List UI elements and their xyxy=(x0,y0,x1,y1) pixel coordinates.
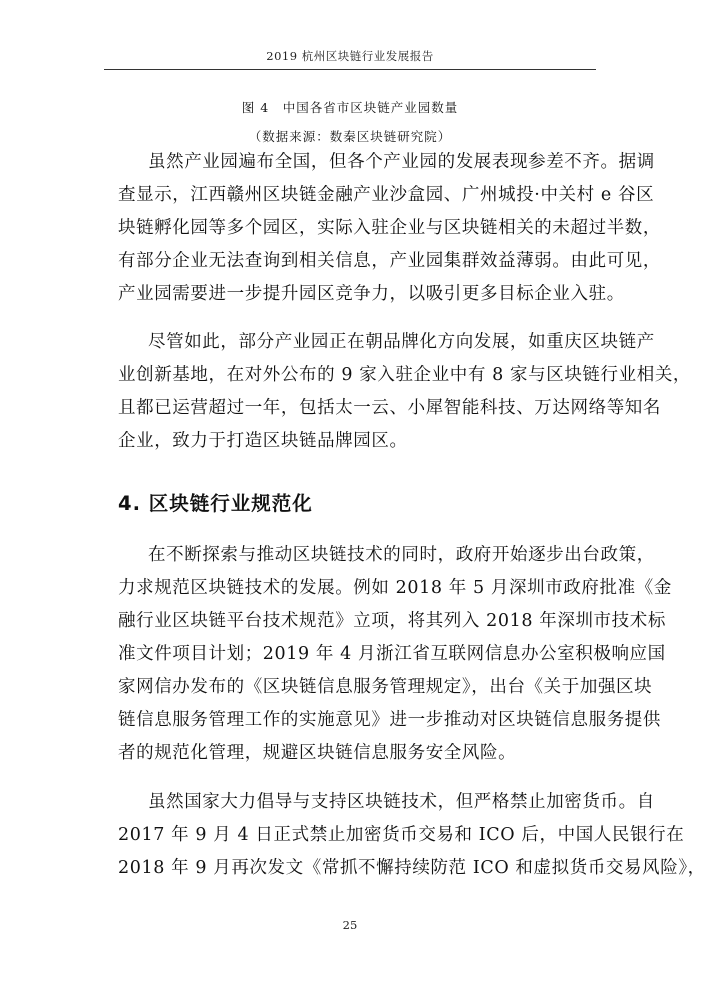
paragraph-line: 在不断探索与推动区块链技术的同时，政府开始逐步出台政策， xyxy=(148,545,655,565)
paragraph-line: 尽管如此，部分产业园正在朝品牌化方向发展，如重庆区块链产 xyxy=(148,332,655,352)
paragraph-line: 链信息服务管理工作的实施意见》进一步推动对区块链信息服务提供 xyxy=(118,710,661,730)
paragraph-line: 2017 年 9 月 4 日正式禁止加密货币交易和 ICO 后，中国人民银行在 xyxy=(118,825,685,845)
paragraph-1 xyxy=(118,146,661,311)
paragraph-line: 产业园需要进一步提升园区竞争力，以吸引更多目标企业入驻。 xyxy=(118,284,625,304)
header-rule xyxy=(104,69,596,70)
paragraph-2 xyxy=(118,326,692,458)
paragraph-line: 融行业区块链平台技术规范》立项，将其列入 2018 年深圳市技术标 xyxy=(118,611,666,631)
paragraph-line: 业创新基地，在对外公布的 9 家入驻企业中有 8 家与区块链行业相关， xyxy=(118,365,692,385)
figure-source: （数据来源：数秦区块链研究院） xyxy=(248,129,452,144)
paragraph-4 xyxy=(118,786,706,885)
paragraph-line: 有部分企业无法查询到相关信息，产业园集群效益薄弱。由此可见， xyxy=(118,251,661,271)
paragraph-line: 查显示，江西赣州区块链金融产业沙盒园、广州城投·中关村 e 谷区 xyxy=(118,185,655,205)
paragraph-line: 企业，致力于打造区块链品牌园区。 xyxy=(118,431,408,451)
paragraph-line: 虽然国家大力倡导与支持区块链技术，但严格禁止加密货币。自 xyxy=(148,792,655,812)
page-number: 25 xyxy=(342,918,358,932)
section-heading: 4. 区块链行业规范化 xyxy=(118,492,313,515)
figure-caption: 图 4 中国各省市区块链产业园数量 xyxy=(241,100,459,115)
paragraph-line: 准文件项目计划；2019 年 4 月浙江省互联网信息办公室积极响应国 xyxy=(118,644,666,664)
paragraph-3 xyxy=(118,539,672,770)
paragraph-line: 块链孵化园等多个园区，实际入驻企业与区块链相关的未超过半数， xyxy=(118,218,661,238)
running-header: 2019 杭州区块链行业发展报告 xyxy=(266,49,434,63)
paragraph-line: 且都已运营超过一年，包括太一云、小犀智能科技、万达网络等知名 xyxy=(118,398,661,418)
paragraph-line: 者的规范化管理，规避区块链信息服务安全风险。 xyxy=(118,743,517,763)
paragraph-line: 家网信办发布的《区块链信息服务管理规定》，出台《关于加强区块 xyxy=(118,677,653,697)
paragraph-line: 虽然产业园遍布全国，但各个产业园的发展表现参差不齐。据调 xyxy=(148,152,655,172)
paragraph-line: 2018 年 9 月再次发文《常抓不懈持续防范 ICO 和虚拟货币交易风险》， xyxy=(118,858,706,878)
paragraph-line: 力求规范区块链技术的发展。例如 2018 年 5 月深圳市政府批准《金 xyxy=(118,578,672,598)
